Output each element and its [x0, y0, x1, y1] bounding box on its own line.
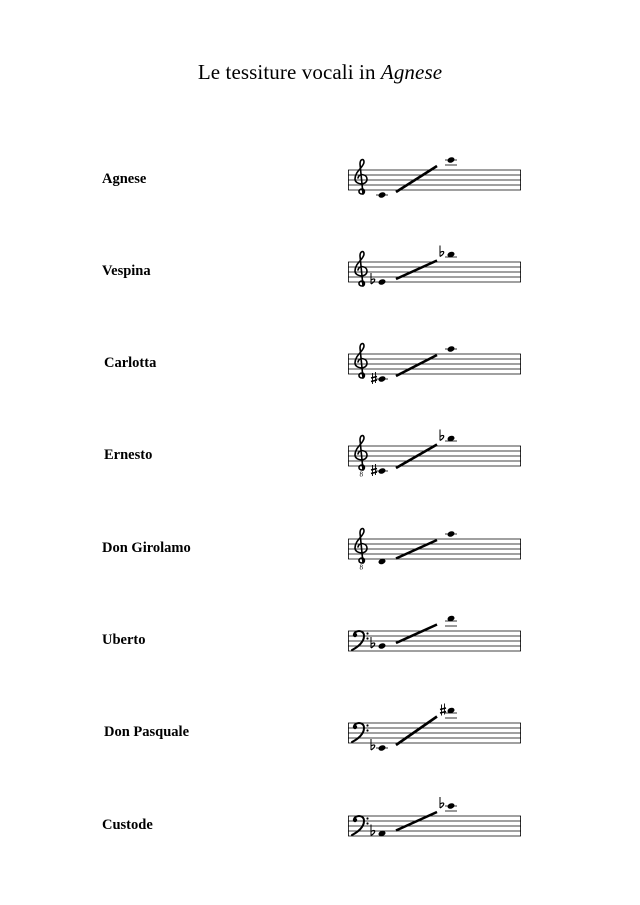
range-line: [396, 261, 437, 280]
range-line: [396, 355, 437, 376]
bass-clef-icon: [352, 723, 369, 742]
low-note-head: [378, 744, 387, 751]
range-line: [396, 717, 437, 746]
high-note-ledgers: [445, 621, 457, 626]
staff-lines: [348, 723, 521, 743]
range-staff-uberto: [348, 619, 523, 663]
page-title: [0, 60, 640, 85]
svg-text:8: 8: [359, 563, 363, 572]
high-accidental-icon: [440, 704, 446, 716]
low-note-head: [378, 375, 387, 382]
role-name-don-girolamo: Don Girolamo: [102, 540, 191, 556]
staff-lines: [348, 631, 521, 651]
low-note-head: [378, 642, 387, 649]
low-note-head: [378, 278, 387, 285]
low-note-head: [378, 191, 387, 198]
range-staff-ernesto: [348, 434, 523, 478]
staff-svg: [348, 619, 523, 665]
range-staff-carlotta: [348, 342, 523, 386]
title-prefix: Le tessiture vocali in: [197, 60, 381, 84]
staff-svg: [348, 711, 523, 757]
high-note-head: [447, 802, 456, 809]
range-staff-vespina: [348, 250, 523, 294]
range-line: [396, 625, 437, 644]
low-accidental-icon: [371, 739, 375, 750]
bass-clef-icon: [352, 816, 369, 835]
high-note-head: [447, 530, 456, 537]
high-accidental-icon: [440, 797, 444, 808]
staff-svg: [348, 804, 523, 850]
high-accidental-icon: [440, 246, 444, 257]
range-staff-don-pasquale: [348, 711, 523, 755]
bass-clef-icon: [352, 631, 369, 650]
low-note-head: [378, 467, 387, 474]
role-name-uberto: Uberto: [102, 632, 146, 648]
high-note-head: [447, 345, 456, 352]
staff-lines: [348, 446, 521, 466]
role-name-don-pasquale: Don Pasquale: [104, 724, 190, 740]
role-name-vespina: Vespina: [102, 263, 151, 279]
staff-svg: [348, 434, 523, 480]
treble-clef-icon: [355, 344, 367, 378]
role-name-custode: Custode: [102, 817, 153, 833]
role-name-carlotta: Carlotta: [104, 355, 157, 371]
high-note-ledgers: [445, 713, 457, 718]
staff-svg: [348, 158, 523, 204]
treble-clef-icon: [355, 436, 367, 479]
title-emphasis: Agnese: [380, 60, 443, 84]
svg-text:8: 8: [359, 470, 363, 479]
treble-clef-icon: [355, 529, 367, 572]
staff-svg: [348, 342, 523, 388]
high-accidental-icon: [440, 430, 444, 441]
range-staff-custode: [348, 804, 523, 848]
staff-lines: [348, 170, 521, 190]
role-name-ernesto: Ernesto: [104, 447, 153, 463]
treble-clef-icon: [355, 160, 367, 194]
staff-svg: [348, 250, 523, 296]
treble-clef-icon: [355, 252, 367, 286]
high-note-head: [447, 156, 456, 163]
staff-svg: [348, 527, 523, 573]
range-staff-agnese: [348, 158, 523, 202]
range-staff-don-girolamo: [348, 527, 523, 571]
role-name-agnese: Agnese: [102, 171, 147, 187]
